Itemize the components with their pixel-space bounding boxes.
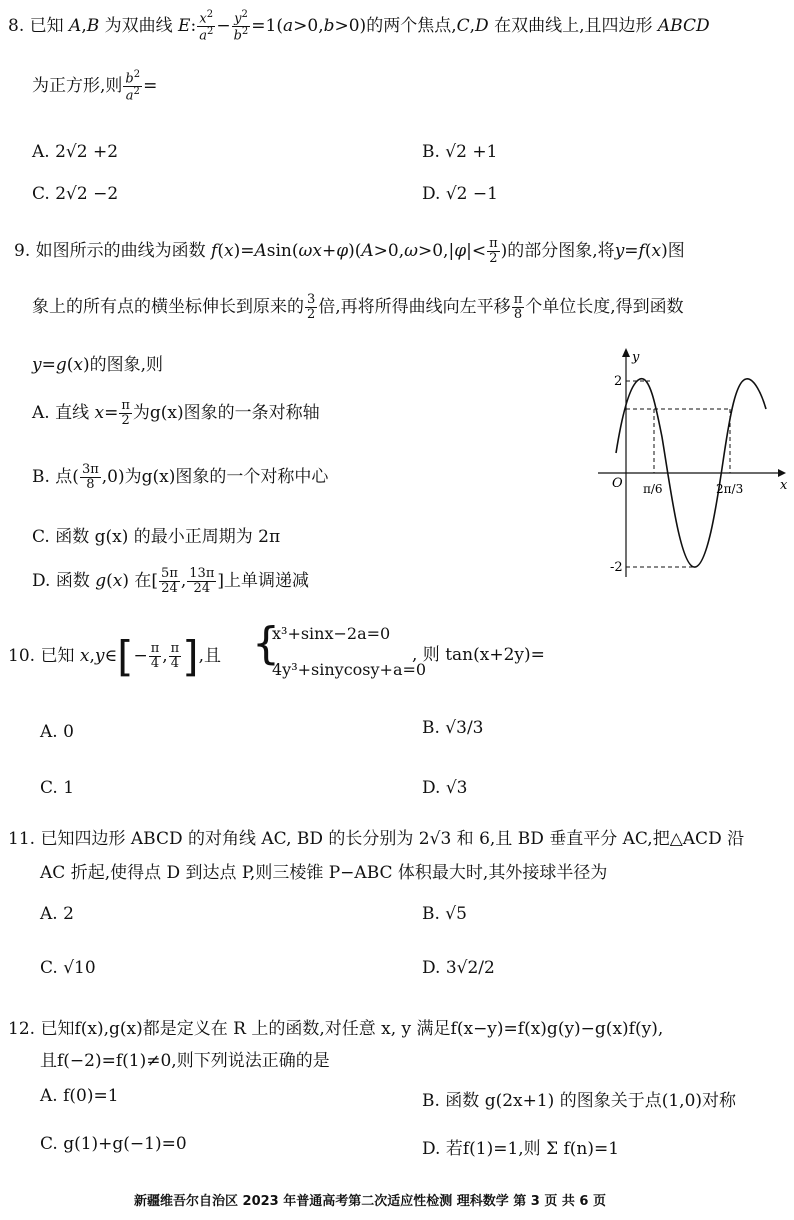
q8-number: 8.	[8, 15, 25, 36]
q10-eq2: 4y³+sinycosy+a=0	[272, 660, 427, 679]
q12-line1: 12. 已知f(x),g(x)都是定义在 R 上的函数,对任意 x, y 满足f(x−y)=f(x)g(y)−g(x)f(y),	[8, 1019, 664, 1039]
q8-line1: 8. 已知 A,B 为双曲线 E: $\frac{x^2}{a^2}$ − $\frac{y^2}{b^2}$ =1(a>0,b>0)的两个焦点,C,D 在双曲线上,且四边形 ABCD	[8, 9, 710, 44]
page-footer: 新疆维吾尔自治区 2023 年普通高考第二次适应性检测 理科数学 第 3 页 共 6 页	[134, 1194, 607, 1209]
q9-graph	[590, 345, 790, 585]
q10-line: 10. 已知 x,y∈[− $\frac{\pi}{4}$ , $\frac{\pi}{4}$ ],且	[8, 632, 221, 681]
y-bottom-label: -2	[610, 560, 623, 575]
q9-line3: y=g(x)的图象,则	[32, 355, 164, 375]
q10-choice-a: A. 0	[40, 722, 74, 742]
q8-choice-a: A. 2√2 +2	[32, 142, 119, 162]
q12-choice-d: D. 若f(1)=1,则 Σ f(n)=1	[422, 1139, 620, 1159]
q12-choice-c: C. g(1)+g(−1)=0	[40, 1134, 187, 1154]
q11-choice-a: A. 2	[40, 904, 74, 924]
q10-eq1: x³+sinx−2a=0	[272, 624, 391, 643]
q10-ask: , 则 tan(x+2y)=	[412, 645, 545, 665]
q10-choice-d: D. √3	[422, 778, 468, 798]
q10-number: 10.	[8, 646, 36, 666]
q12-line2: 且f(−2)=f(1)≠0,则下列说法正确的是	[40, 1051, 330, 1071]
q11-line1: 11. 已知四边形 ABCD 的对角线 AC, BD 的长分别为 2√3 和 6,且 BD 垂直平分 AC,把△ACD 沿	[8, 829, 745, 849]
q10-choice-b: B. √3/3	[422, 718, 484, 738]
origin-label: O	[612, 476, 623, 491]
q10-system	[252, 618, 432, 684]
q12-number: 12.	[8, 1019, 36, 1039]
q11-choice-d: D. 3√2/2	[422, 958, 495, 978]
q8-choice-b: B. √2 +1	[422, 142, 498, 162]
q8-choice-d: D. √2 −1	[422, 184, 498, 204]
q11-number: 11.	[8, 829, 36, 849]
q9-choice-b: B. 点( $\frac{3\pi}{8}$ ,0)为g(x)图象的一个对称中心	[32, 462, 329, 492]
q8-line2: 为正方形,则 $\frac{b^2}{a^2}$ =	[32, 69, 158, 104]
q9-line1: 9. 如图所示的曲线为函数 f(x)=Asin(ωx+φ)(A>0,ω>0,|φ|< $\frac{\pi}{2}$ )的部分图象,将y=f(x)图	[14, 236, 685, 266]
x-axis-label: x	[780, 478, 788, 493]
q9-choice-c: C. 函数 g(x) 的最小正周期为 2π	[32, 527, 281, 547]
q9-number: 9.	[14, 241, 31, 261]
q11-choice-c: C. √10	[40, 958, 96, 978]
y-axis-label: y	[632, 350, 640, 365]
q8-choice-c: C. 2√2 −2	[32, 184, 119, 204]
q9-choice-d: D. 函数 g(x) 在[ $\frac{5\pi}{24}$ , $\frac{13\pi}{24}$ ]上单调递减	[32, 566, 310, 596]
q11-choice-b: B. √5	[422, 904, 467, 924]
q11-line2: AC 折起,使得点 D 到达点 P,则三棱锥 P−ABC 体积最大时,其外接球半径为	[40, 863, 608, 883]
y-top-label: 2	[614, 374, 623, 389]
q9-line2: 象上的所有点的横坐标伸长到原来的 $\frac{3}{2}$ 倍,再将所得曲线向左平移 $\frac{\pi}{8}$ 个单位长度,得到函数	[32, 292, 684, 322]
q10-brace: {	[252, 618, 280, 669]
q12-choice-a: A. f(0)=1	[40, 1086, 119, 1106]
q9-choice-a: A. 直线 x= $\frac{\pi}{2}$ 为g(x)图象的一条对称轴	[32, 398, 320, 428]
q12-choice-b: B. 函数 g(2x+1) 的图象关于点(1,0)对称	[422, 1091, 737, 1111]
x-tick1-label: π/6	[643, 482, 663, 496]
y-axis-arrow	[622, 348, 630, 357]
q10-choice-c: C. 1	[40, 778, 75, 798]
x-tick2-label: 2π/3	[716, 482, 744, 496]
x-axis-arrow	[778, 469, 786, 477]
